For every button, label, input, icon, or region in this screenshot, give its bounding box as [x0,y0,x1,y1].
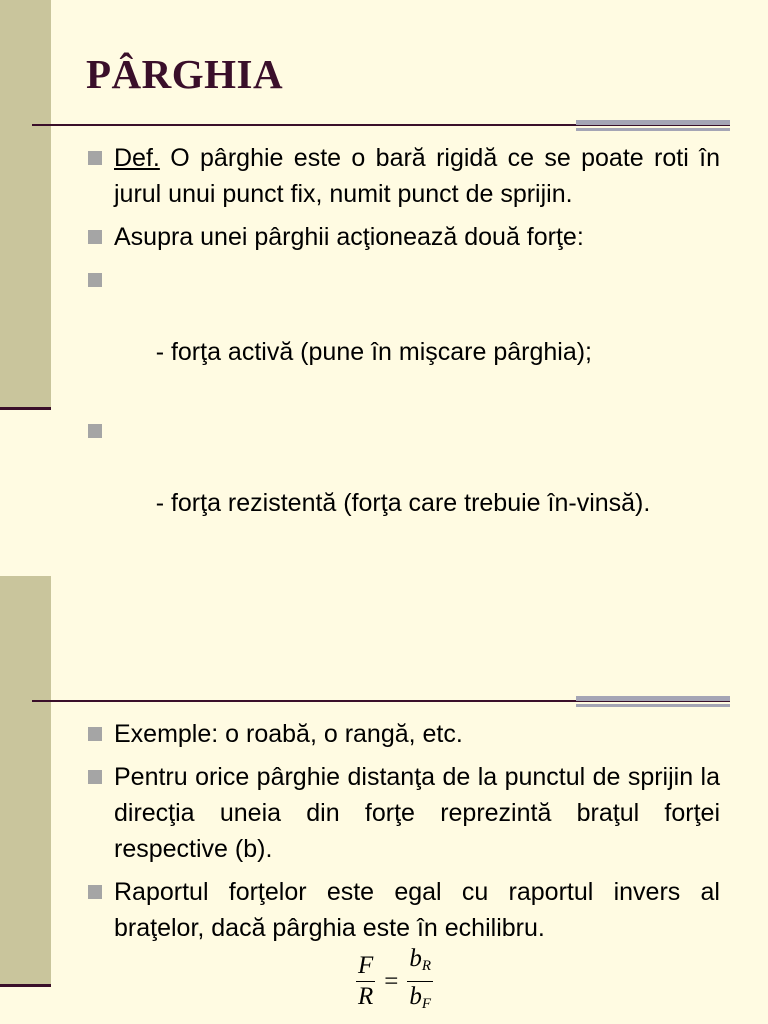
arm-ratio-fraction [407,944,433,1019]
list-item [86,262,720,406]
formula-arm-subscript: F [421,996,432,1012]
square-bullet-icon [88,727,102,741]
list-item-text: Exemple: o roabă, o rangă, etc. [114,720,463,748]
formula-arm-symbol: b [409,983,422,1010]
formula-equals-sign: = [384,967,399,995]
list-item [86,413,720,557]
square-bullet-icon [88,885,102,899]
list-item-text: Pentru orice pârghie distanţa de la punctul de sprijin la direcţia uneia din forţe reprezintă braţul forţei respective (b). [114,763,720,863]
list-item-text: - forţa activă (pune în mişcare pârghia); [141,338,592,366]
page-title: PÂRGHIA [86,51,284,97]
formula-denominator-arm [407,982,433,1019]
slide2-rule-accent [576,696,730,701]
square-bullet-icon [88,273,102,287]
slide2-side-bar [0,576,51,986]
list-item-text: Raportul forţelor este egal cu raportul invers al braţelor, dacă pârghia este în echilibru. [114,878,720,942]
slide1-side-bar [0,0,51,408]
formula-denominator-resistance: R [358,983,374,1010]
list-item-text: Asupra unei pârghii acţionează două forţe: [114,223,584,251]
list-item [86,874,720,946]
slide2-rule-accent-lower [576,704,730,707]
slide1-bullet-list [86,140,720,564]
slide1-side-tick [0,407,51,410]
formula-arm-subscript: R [421,958,432,974]
definition-text: O pârghie este o bară rigidă ce se poate roti în jurul unui punct fix, numit punct de sprijin. [114,144,720,208]
square-bullet-icon [88,424,102,438]
definition-label: Def. [114,144,160,172]
formula-arm-symbol: b [409,945,422,972]
square-bullet-icon [88,230,102,244]
formula-numerator-force: F [356,951,375,982]
slide2-bullet-list [86,716,720,953]
list-item [86,140,720,212]
slide1-rule-accent [576,120,730,125]
list-item-text: - forţa rezistentă (forţa care trebuie în-vinsă). [141,489,651,517]
slide1-rule-accent-lower [576,128,730,131]
list-item [86,716,720,752]
lever-equilibrium-formula [356,944,433,1019]
square-bullet-icon [88,151,102,165]
list-item [86,219,720,255]
list-item [86,759,720,867]
square-bullet-icon [88,770,102,784]
force-ratio-fraction [356,951,375,1012]
slide2-side-tick [0,984,51,987]
formula-numerator-arm [407,944,433,982]
